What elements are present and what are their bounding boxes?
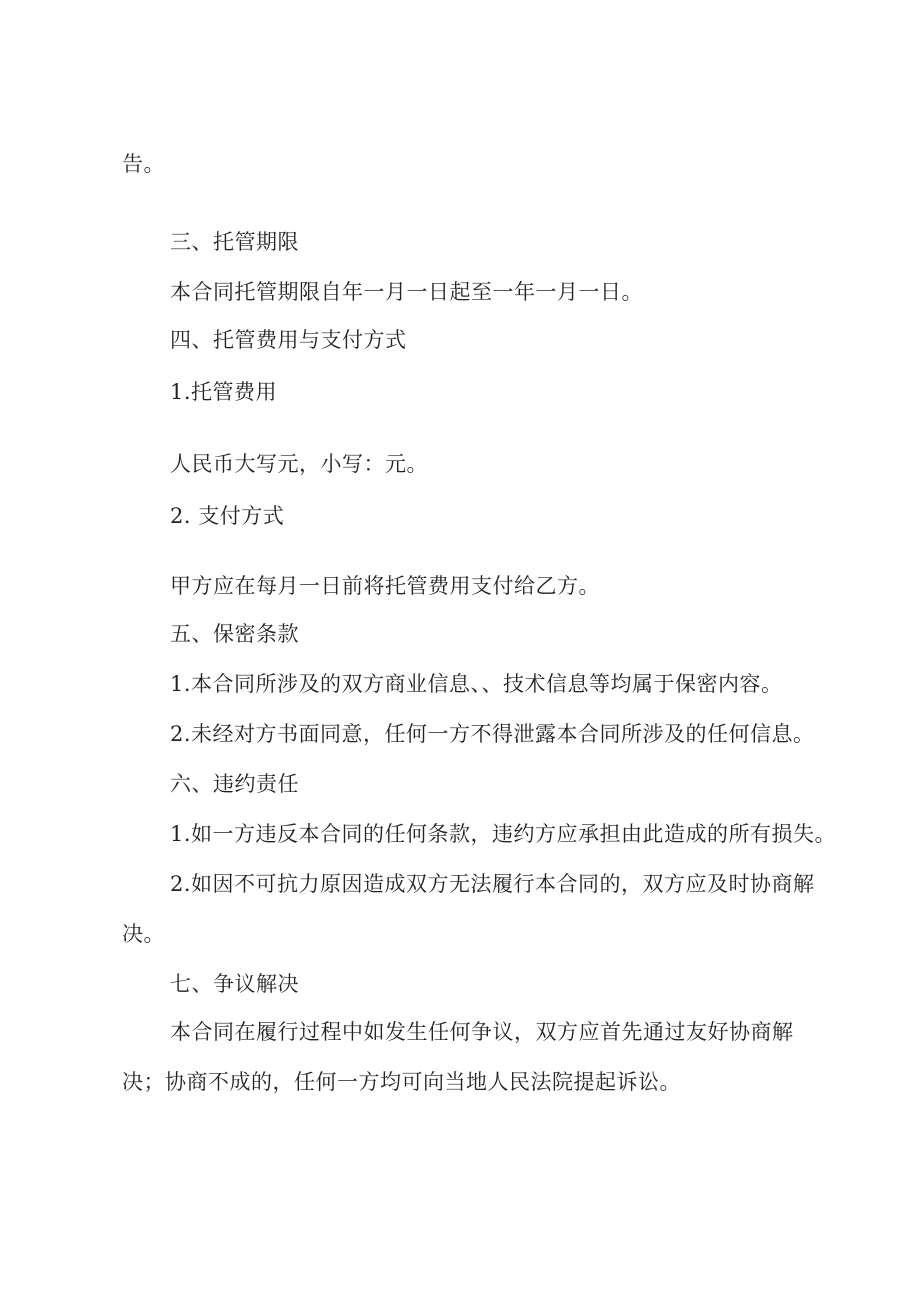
clause-liability-2-continued: 决。 [122, 922, 165, 946]
section-heading-disputes: 七、争议解决 [170, 972, 299, 996]
section-heading-liability: 六、违约责任 [170, 772, 299, 796]
subheading-fee: 1.托管费用 [170, 380, 278, 404]
clause-confidentiality-2: 2.未经对方书面同意，任何一方不得泄露本合同所涉及的任何信息。 [170, 722, 815, 746]
paragraph-fee-amount: 人民币大写元，小写：元。 [170, 452, 428, 476]
section-heading-confidentiality: 五、保密条款 [170, 622, 299, 646]
clause-liability-2: 2.如因不可抗力原因造成双方无法履行本合同的，双方应及时协商解 [170, 872, 815, 896]
paragraph-term: 本合同托管期限自年一月一日起至一年一月一日。 [170, 280, 643, 304]
section-heading-term: 三、托管期限 [170, 230, 299, 254]
subheading-payment: 2. 支付方式 [170, 504, 285, 528]
text-line-continuation: 告。 [122, 152, 165, 176]
section-heading-fees: 四、托管费用与支付方式 [170, 328, 407, 352]
paragraph-disputes-continued: 决；协商不成的，任何一方均可向当地人民法院提起诉讼。 [122, 1070, 681, 1094]
clause-liability-1: 1.如一方违反本合同的任何条款，违约方应承担由此造成的所有损失。 [170, 822, 837, 846]
clause-confidentiality-1: 1.本合同所涉及的双方商业信息、、技术信息等均属于保密内容。 [170, 672, 783, 696]
paragraph-disputes: 本合同在履行过程中如发生任何争议，双方应首先通过友好协商解 [170, 1020, 794, 1044]
paragraph-payment: 甲方应在每月一日前将托管费用支付给乙方。 [170, 574, 600, 598]
